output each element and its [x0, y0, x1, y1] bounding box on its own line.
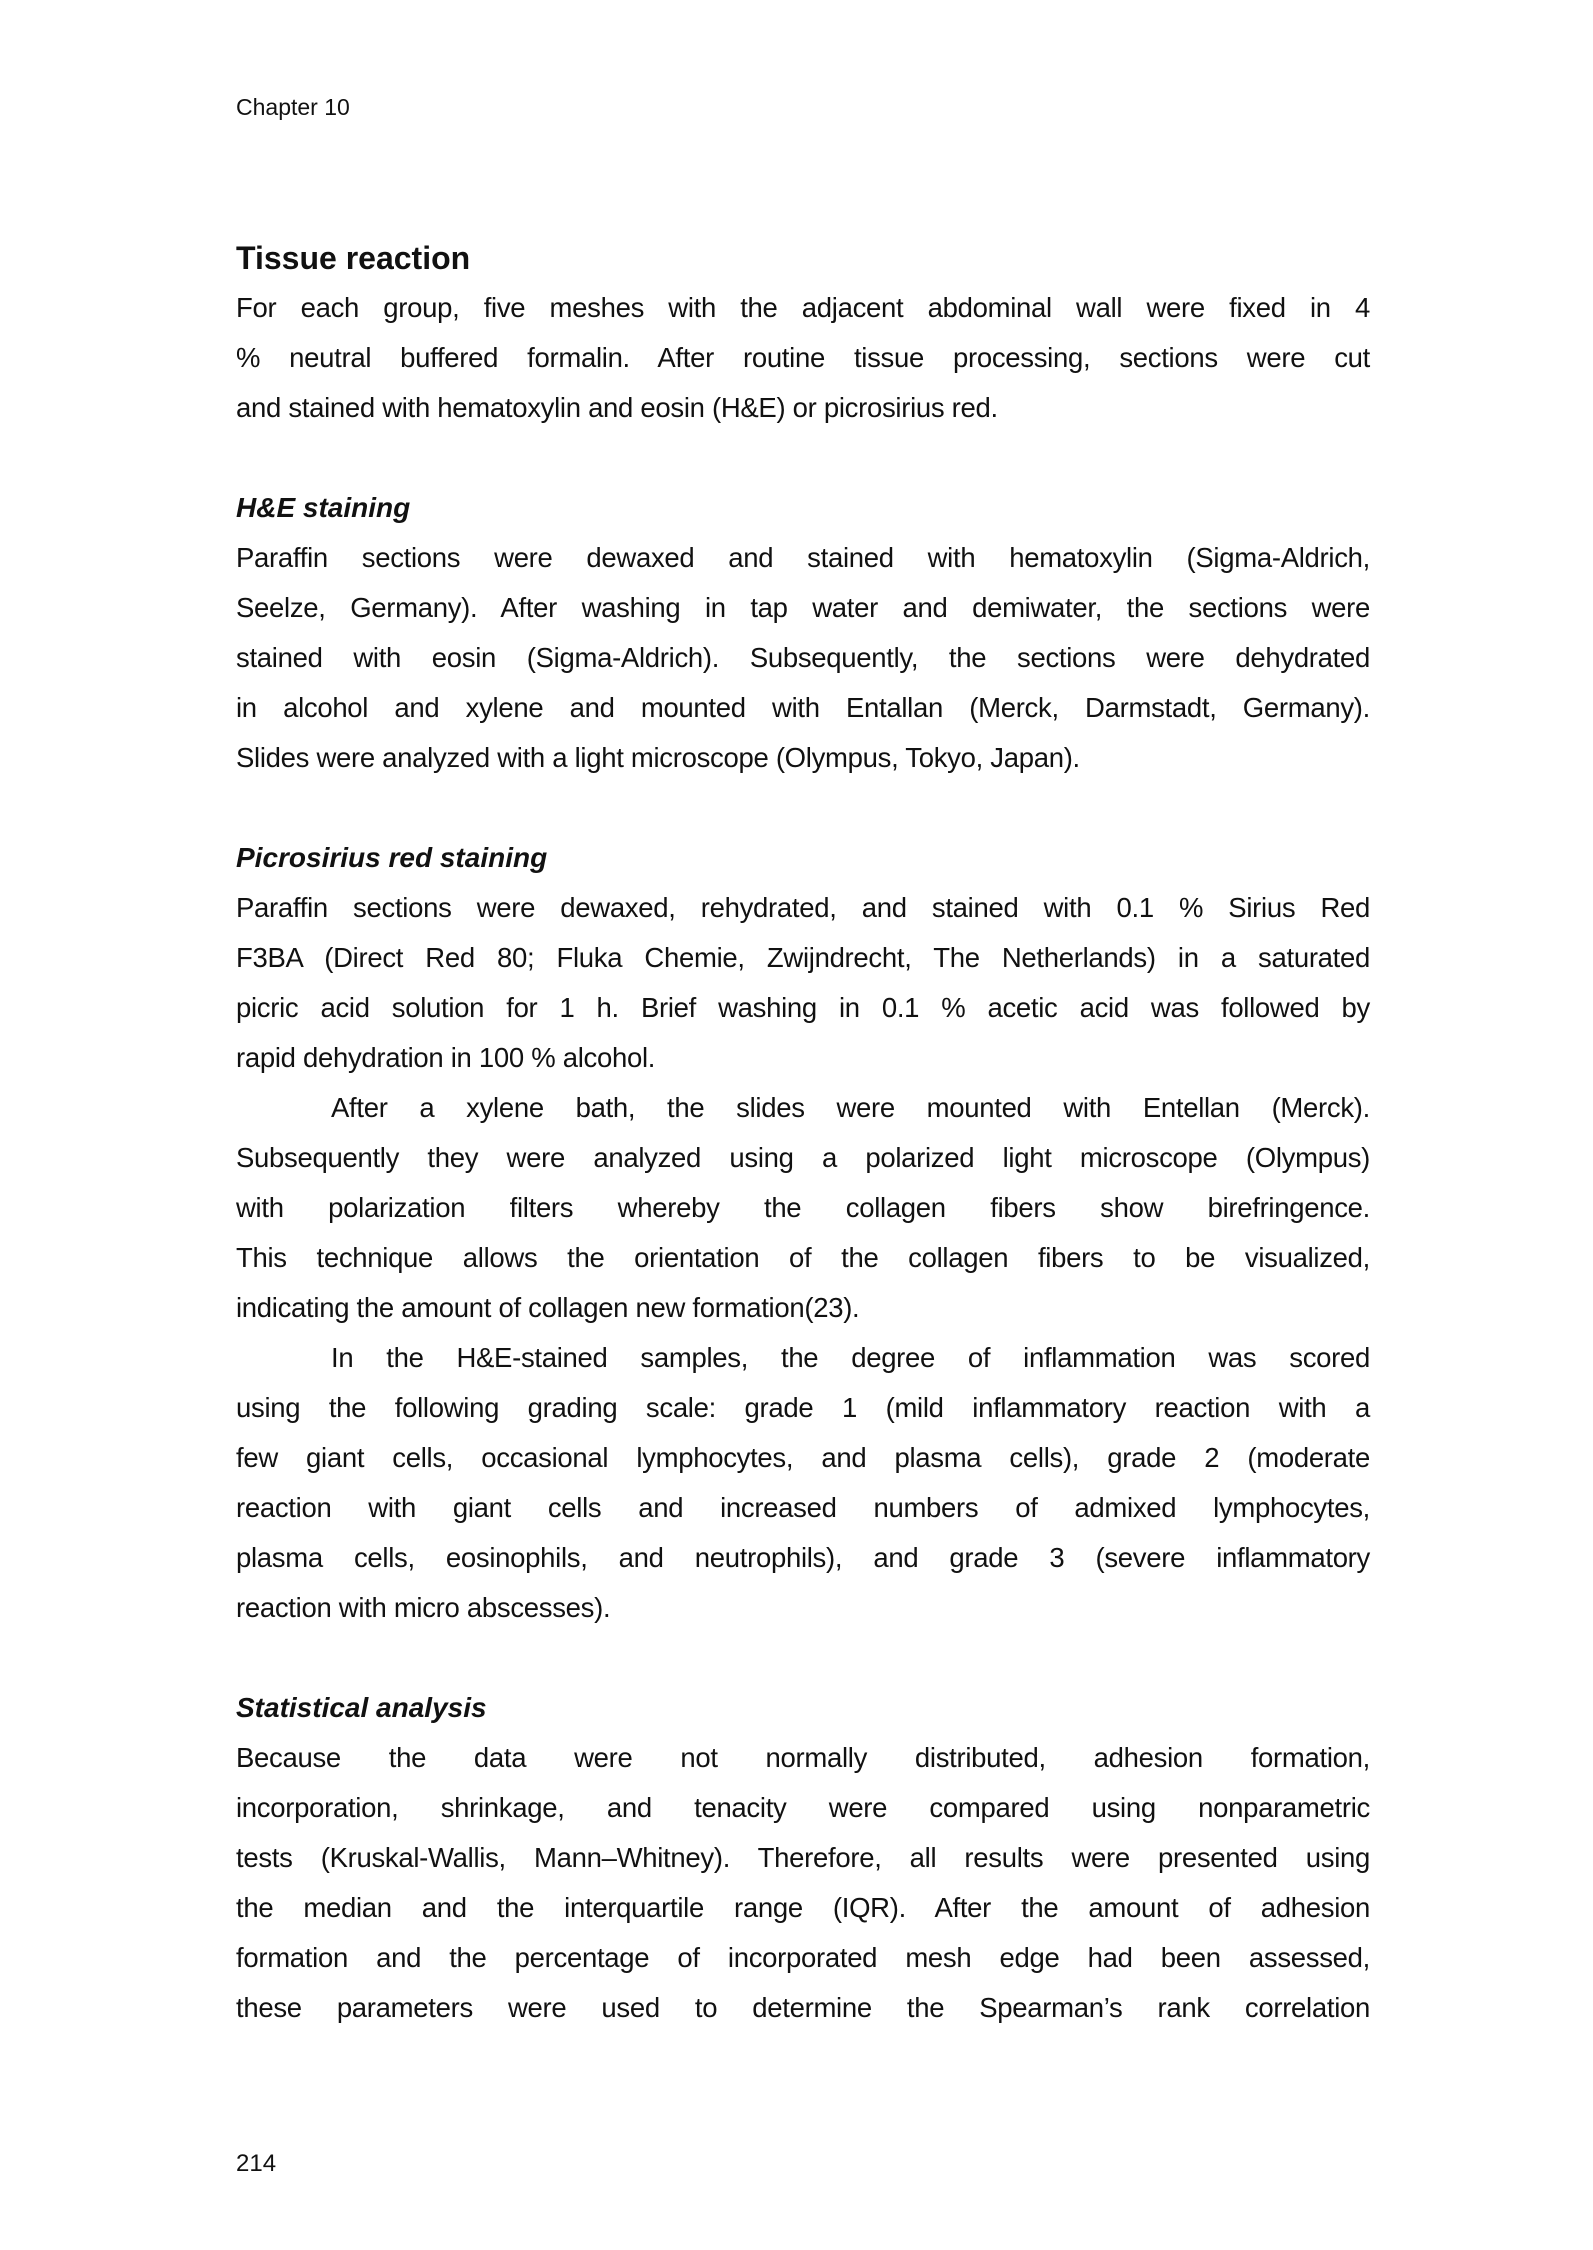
- text-line: After a xylene bath, the slides were mounted with Entellan (Merck).: [331, 1092, 1370, 1123]
- text-line: the median and the interquartile range (IQR). After the amount of adhesion: [236, 1892, 1370, 1923]
- page-content: [236, 233, 1370, 2033]
- text-line: F3BA (Direct Red 80; Fluka Chemie, Zwijndrecht, The Netherlands) in a saturated: [236, 942, 1370, 973]
- text-line: This technique allows the orientation of the collagen fibers to be visualized,: [236, 1242, 1370, 1273]
- running-header: Chapter 10: [236, 94, 350, 120]
- text-line: in alcohol and xylene and mounted with Entallan (Merck, Darmstadt, Germany).: [236, 692, 1370, 723]
- page-number: 214: [236, 2150, 277, 2177]
- text-line: rapid dehydration in 100 % alcohol.: [236, 1042, 656, 1073]
- paragraph: [236, 283, 1370, 433]
- text-line: % neutral buffered formalin. After routine tissue processing, sections were cut: [236, 342, 1370, 373]
- text-line: Paraffin sections were dewaxed and stained with hematoxylin (Sigma-Aldrich,: [236, 542, 1370, 573]
- paragraph: [236, 1733, 1370, 2033]
- text-line: using the following grading scale: grade 1 (mild inflammatory reaction with a: [236, 1392, 1370, 1423]
- text-line: picric acid solution for 1 h. Brief washing in 0.1 % acetic acid was followed by: [236, 992, 1370, 1023]
- text-line: In the H&E-stained samples, the degree of inflammation was scored: [331, 1342, 1370, 1373]
- text-line: with polarization filters whereby the collagen fibers show birefringence.: [236, 1192, 1370, 1223]
- text-line: Because the data were not normally distributed, adhesion formation,: [236, 1742, 1370, 1773]
- text-line: few giant cells, occasional lymphocytes, and plasma cells), grade 2 (moderate: [236, 1442, 1370, 1473]
- paragraph: [236, 883, 1370, 1083]
- text-line: Paraffin sections were dewaxed, rehydrated, and stained with 0.1 % Sirius Red: [236, 892, 1370, 923]
- subsection-heading: Picrosirius red staining: [236, 842, 548, 873]
- text-line: Seelze, Germany). After washing in tap water and demiwater, the sections were: [236, 592, 1370, 623]
- section-heading: Tissue reaction: [236, 240, 471, 276]
- paragraph: [236, 533, 1370, 783]
- text-line: plasma cells, eosinophils, and neutrophils), and grade 3 (severe inflammatory: [236, 1542, 1370, 1573]
- paragraph: [236, 1083, 1370, 1333]
- text-line: indicating the amount of collagen new formation(23).: [236, 1292, 860, 1323]
- text-line: incorporation, shrinkage, and tenacity were compared using nonparametric: [236, 1792, 1370, 1823]
- text-line: and stained with hematoxylin and eosin (H&E) or picrosirius red.: [236, 392, 998, 423]
- subsection-heading: H&E staining: [236, 492, 411, 523]
- text-line: tests (Kruskal-Wallis, Mann–Whitney). Therefore, all results were presented using: [236, 1842, 1370, 1873]
- text-line: these parameters were used to determine the Spearman’s rank correlation: [236, 1992, 1370, 2023]
- paragraph: [236, 1333, 1370, 1633]
- text-line: reaction with giant cells and increased numbers of admixed lymphocytes,: [236, 1492, 1370, 1523]
- text-line: For each group, five meshes with the adjacent abdominal wall were fixed in 4: [236, 292, 1370, 323]
- text-line: Slides were analyzed with a light microscope (Olympus, Tokyo, Japan).: [236, 742, 1080, 773]
- text-line: formation and the percentage of incorporated mesh edge had been assessed,: [236, 1942, 1370, 1973]
- text-line: Subsequently they were analyzed using a polarized light microscope (Olympus): [236, 1142, 1370, 1173]
- text-line: reaction with micro abscesses).: [236, 1592, 611, 1623]
- subsection-heading: Statistical analysis: [236, 1692, 487, 1723]
- text-line: stained with eosin (Sigma-Aldrich). Subsequently, the sections were dehydrated: [236, 642, 1370, 673]
